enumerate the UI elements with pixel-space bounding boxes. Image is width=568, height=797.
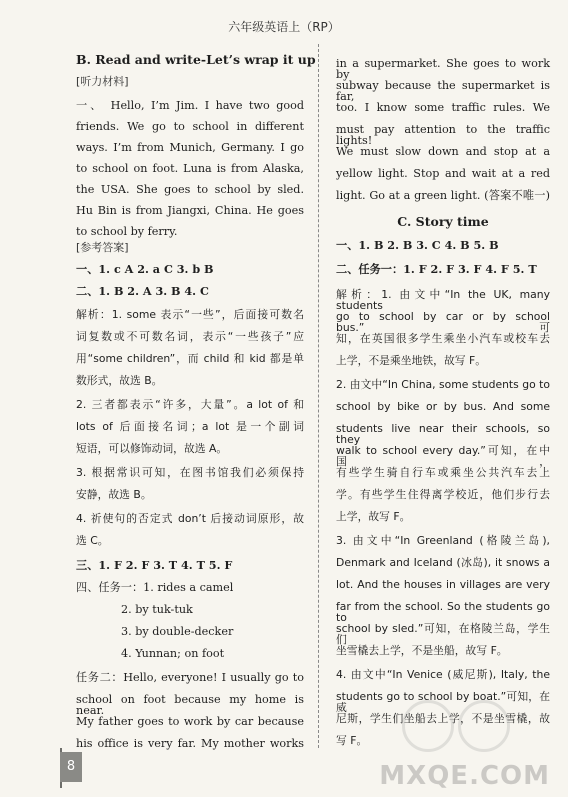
answers-section-1: 一、1. c A 2. a C 3. b B — [76, 262, 214, 276]
story-analysis-line: school by bike or by bus. And some — [336, 400, 550, 413]
story-analysis-line: 学。有些学生住得离学校近，他们步行去 — [336, 488, 550, 501]
story-analysis-line: 上学，故写 F。 — [336, 510, 411, 523]
listening-line: to school on foot. Luna is from Alaska, — [76, 162, 304, 175]
analysis-line: 安静，故选 B。 — [76, 488, 152, 501]
analysis-line: lots of 后面接名词；a lot 是一个副词 — [76, 420, 304, 433]
task2-cont-line: light. Go at a green light. (答案不唯一) — [336, 189, 550, 202]
column-divider — [318, 44, 319, 748]
task2-cont-line: too. I know some traffic rules. We — [336, 101, 550, 114]
story-analysis-line: 有些学生骑自行车或乘坐公共汽车去上 — [336, 466, 550, 479]
listening-line: 一、 Hello, I’m Jim. I have two good — [76, 99, 304, 112]
answers-section-2: 二、1. B 2. A 3. B 4. C — [76, 284, 209, 298]
analysis-line: 短语，可以修饰动词，故选 A。 — [76, 442, 228, 455]
story-analysis-line: 2. 由文中“In China, some students go to — [336, 378, 550, 391]
task2-cont-line: We must slow down and stop at a — [336, 145, 550, 158]
story-analysis-line: students live near their schools, so they — [336, 422, 550, 446]
story-answers-1: 一、1. B 2. B 3. C 4. B 5. B — [336, 238, 499, 252]
task1-line: 四、任务一：1. rides a camel — [76, 581, 234, 594]
story-analysis-line: 解析：1. 由文中“In the UK, many students — [336, 288, 550, 312]
section-c-title: C. Story time — [397, 214, 489, 229]
listening-line: ways. I’m from Munich, Germany. I go — [76, 141, 304, 154]
page-header: 六年级英语上（RP） — [228, 20, 340, 34]
listening-line: Hu Bin is from Jiangxi, China. He goes — [76, 204, 304, 217]
task2-cont-line: subway because the supermarket is far, — [336, 79, 550, 104]
analysis-line: 2. 三者都表示“许多，大量”。a lot of 和 — [76, 398, 304, 411]
listening-line: the USA. She goes to school by sled. — [76, 183, 304, 196]
task1-line: 4. Yunnan; on foot — [121, 647, 225, 660]
page-number: 8 — [60, 752, 82, 782]
story-analysis-line: 3. 由文中“In Greenland (格陵兰岛), — [336, 534, 550, 547]
analysis-line: 4. 祈使句的否定式 don’t 后接动词原形，故 — [76, 512, 304, 525]
analysis-line: 词复数或不可数名词，表示“一些孩子”应 — [76, 330, 304, 343]
listening-line: to school by ferry. — [76, 225, 178, 238]
watermark-circle — [402, 700, 454, 752]
story-analysis-line: 4. 由文中“In Venice (威尼斯), Italy, the — [336, 668, 550, 681]
section-b-title: B. Read and write-Let’s wrap it up — [76, 52, 316, 67]
task2-cont-line: yellow light. Stop and wait at a red — [336, 167, 550, 180]
listening-line: friends. We go to school in different — [76, 120, 304, 133]
analysis-line: 数形式，故选 B。 — [76, 374, 163, 387]
analysis-line: 选 C。 — [76, 534, 109, 547]
analysis-line: 解析：1. some 表示“一些”，后面接可数名 — [76, 308, 304, 321]
analysis-line: 3. 根据常识可知，在图书馆我们必须保持 — [76, 466, 304, 479]
answer-tag: [参考答案] — [76, 241, 129, 254]
task1-line: 2. by tuk-tuk — [121, 603, 193, 616]
story-analysis-line: 坐雪橇去上学，不是坐船，故写 F。 — [336, 644, 508, 657]
story-analysis-line: 尼斯，学生们坐船去上学，不是坐雪橇，故 — [336, 712, 550, 725]
task2-line: his office is very far. My mother works — [76, 737, 304, 750]
story-analysis-line: students go to school by boat.”可知，在威 — [336, 690, 550, 714]
task2-line: school on foot because my home is near. — [76, 693, 304, 718]
story-analysis-line: far from the school. So the students go to — [336, 600, 550, 624]
watermark-circle — [458, 700, 510, 752]
listening-tag: [听力材料] — [76, 75, 129, 88]
task2-line: My father goes to work by car because — [76, 715, 304, 728]
story-answers-2: 二、任务一：1. F 2. F 3. F 4. F 5. T — [336, 262, 537, 276]
task1-line: 3. by double-decker — [121, 625, 234, 638]
answers-section-3: 三、1. F 2. F 3. T 4. T 5. F — [76, 558, 233, 572]
story-analysis-line: 知，在英国很多学生乘坐小汽车或校车去 — [336, 332, 550, 345]
story-analysis-line: go to school by car or by school bus.”可 — [336, 310, 550, 334]
analysis-line: 用“some children”，而 child 和 kid 都是单 — [76, 352, 304, 365]
story-analysis-line: 上学，不是乘坐地铁，故写 F。 — [336, 354, 487, 367]
story-analysis-line: Denmark and Iceland (冰岛), it snows a — [336, 556, 550, 569]
task2-line: 任务二：Hello, everyone! I usually go to — [76, 671, 304, 684]
watermark-logo: MXQE.COM — [379, 761, 550, 791]
story-analysis-line: 写 F。 — [336, 734, 368, 747]
story-analysis-line: walk to school every day.”可知，在中国， — [336, 444, 550, 468]
task2-cont-line: in a supermarket. She goes to work by — [336, 57, 550, 82]
story-analysis-line: school by sled.”可知，在格陵兰岛，学生们 — [336, 622, 550, 646]
task2-cont-line: must pay attention to the traffic lights! — [336, 123, 550, 148]
story-analysis-line: lot. And the houses in villages are very — [336, 578, 550, 591]
